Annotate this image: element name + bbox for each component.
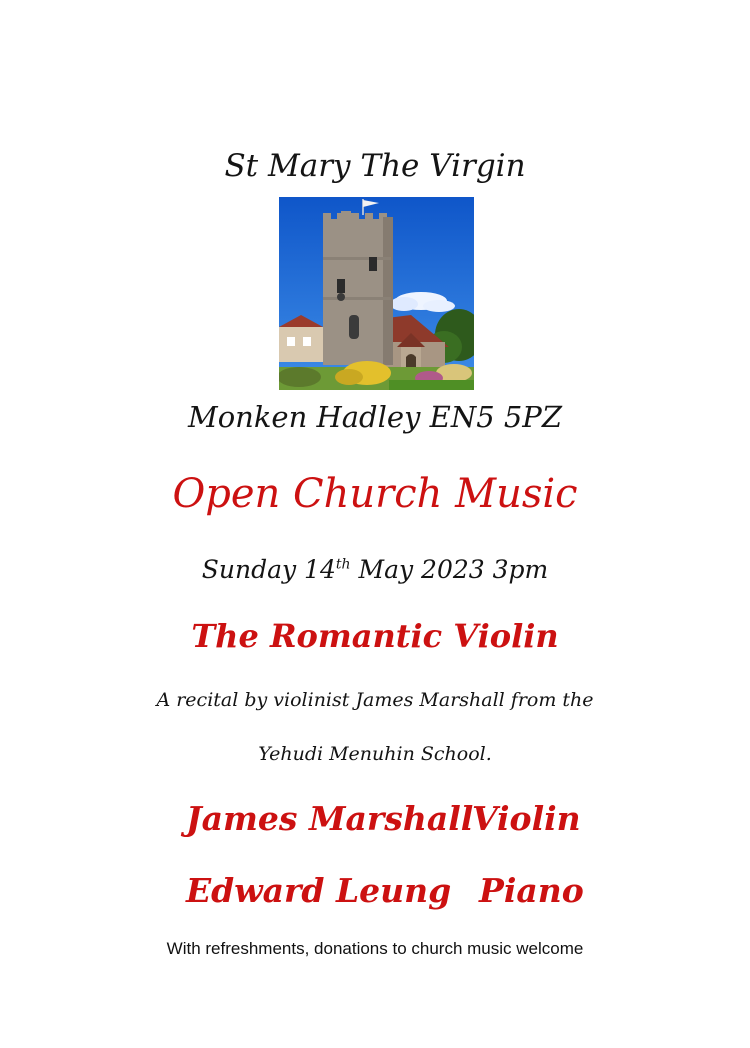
church-photo (279, 197, 474, 390)
performer-name: Edward Leung (186, 871, 452, 910)
date-line (0, 555, 750, 584)
date-ordinal-suffix: th (335, 556, 351, 573)
performer-name: James Marshall (186, 799, 474, 838)
footer-note: With refreshments, donations to church music welcome (166, 939, 584, 958)
performer-instrument: Piano (479, 871, 584, 910)
recital-title: The Romantic Violin (191, 617, 559, 655)
description-line-1: A recital by violinist James Marshall from the (156, 689, 594, 711)
venue-title: St Mary The Virgin (224, 148, 526, 184)
description-line-2: Yehudi Menuhin School. (258, 743, 492, 765)
date-day: Sunday 14 (201, 555, 336, 584)
event-title: Open Church Music (172, 471, 578, 517)
date-rest: May 2023 3pm (350, 555, 549, 584)
performer-instrument: Violin (472, 799, 581, 838)
location-line: Monken Hadley EN5 5PZ (188, 400, 562, 434)
